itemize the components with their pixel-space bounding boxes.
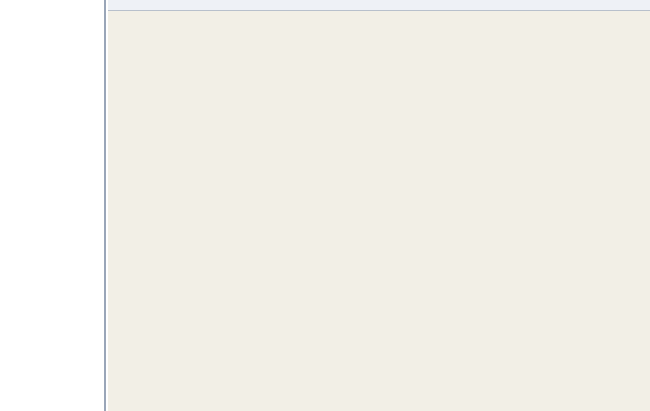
menu-bar <box>108 0 650 11</box>
navigation-tree[interactable] <box>0 0 106 411</box>
production-workspace <box>108 11 650 411</box>
